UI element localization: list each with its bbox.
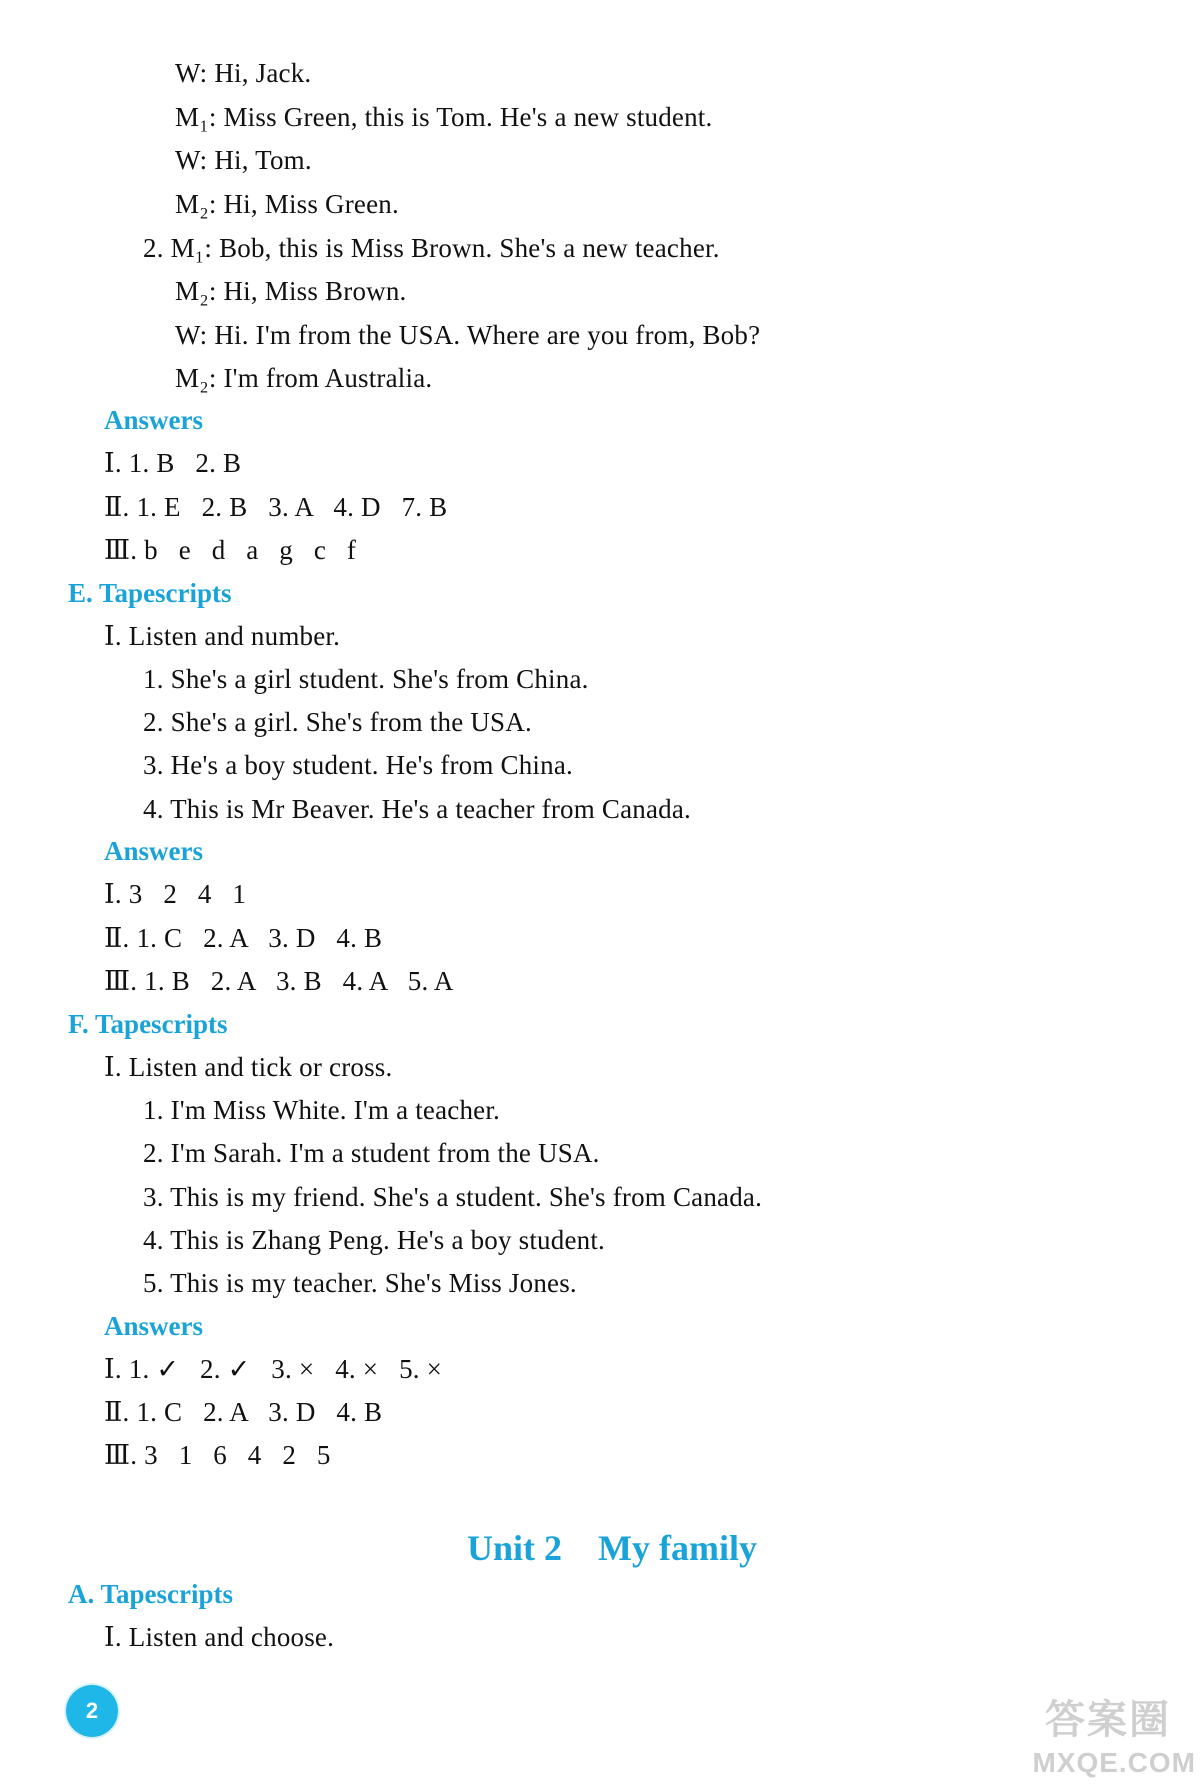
- answer-line: Ⅰ. 1. ✓ 2. ✓ 3. × 4. × 5. ×: [104, 1354, 443, 1384]
- answer-line: Ⅲ. 1. B 2. A 3. B 4. A 5. A: [104, 966, 454, 996]
- answer-line: Ⅱ. 1. C 2. A 3. D 4. B: [104, 1397, 383, 1427]
- section-heading-f: F. Tapescripts: [68, 1009, 228, 1039]
- dialogue-line: M₂: Hi, Miss Brown.: [175, 276, 407, 306]
- answer-line: Ⅰ. 1. B 2. B: [104, 448, 242, 478]
- dialogue-line: M₂: I'm from Australia.: [175, 363, 433, 393]
- answer-line: Ⅲ. b e d a g c f: [104, 535, 357, 565]
- exercise-title: Ⅰ. Listen and tick or cross.: [104, 1052, 393, 1082]
- tapescript-line: 4. This is Mr Beaver. He's a teacher from Canada.: [143, 794, 691, 824]
- tapescript-line: 1. She's a girl student. She's from China.: [143, 664, 589, 694]
- page-number-badge: 2: [66, 1685, 118, 1737]
- tapescript-line: 1. I'm Miss White. I'm a teacher.: [143, 1095, 500, 1125]
- exercise-title: Ⅰ. Listen and choose.: [104, 1622, 335, 1652]
- answers-heading: Answers: [104, 1311, 203, 1341]
- answers-heading: Answers: [104, 836, 203, 866]
- answers-heading: Answers: [104, 405, 203, 435]
- dialogue-line: W: Hi, Jack.: [175, 58, 312, 88]
- watermark-text: 答案圈: [1045, 1698, 1171, 1742]
- dialogue-line: W: Hi. I'm from the USA. Where are you from, Bob?: [175, 320, 761, 350]
- tapescript-line: 2. I'm Sarah. I'm a student from the USA.: [143, 1138, 600, 1168]
- dialogue-line: M₁: Miss Green, this is Tom. He's a new student.: [175, 102, 713, 132]
- dialogue-line: W: Hi, Tom.: [175, 145, 312, 175]
- tapescript-line: 2. She's a girl. She's from the USA.: [143, 707, 532, 737]
- unit-title: Unit 2 My family: [467, 1528, 757, 1568]
- dialogue-line: M₂: Hi, Miss Green.: [175, 189, 399, 219]
- tapescript-line: 3. He's a boy student. He's from China.: [143, 750, 573, 780]
- watermark-logo: [1020, 1694, 1196, 1790]
- answer-line: Ⅰ. 3 2 4 1: [104, 879, 247, 909]
- dialogue-line: 2. M₁: Bob, this is Miss Brown. She's a new teacher.: [143, 233, 720, 263]
- answer-line: Ⅱ. 1. C 2. A 3. D 4. B: [104, 923, 383, 953]
- exercise-title: Ⅰ. Listen and number.: [104, 621, 341, 651]
- answer-line: Ⅱ. 1. E 2. B 3. A 4. D 7. B: [104, 492, 448, 522]
- tapescript-line: 3. This is my friend. She's a student. She's from Canada.: [143, 1182, 763, 1212]
- tapescript-line: 4. This is Zhang Peng. He's a boy student.: [143, 1225, 605, 1255]
- section-heading-e: E. Tapescripts: [68, 578, 232, 608]
- watermark-site: MXQE.COM: [1032, 1747, 1196, 1778]
- section-heading-a: A. Tapescripts: [68, 1579, 234, 1609]
- tapescript-line: 5. This is my teacher. She's Miss Jones.: [143, 1268, 577, 1298]
- answer-line: Ⅲ. 3 1 6 4 2 5: [104, 1440, 331, 1470]
